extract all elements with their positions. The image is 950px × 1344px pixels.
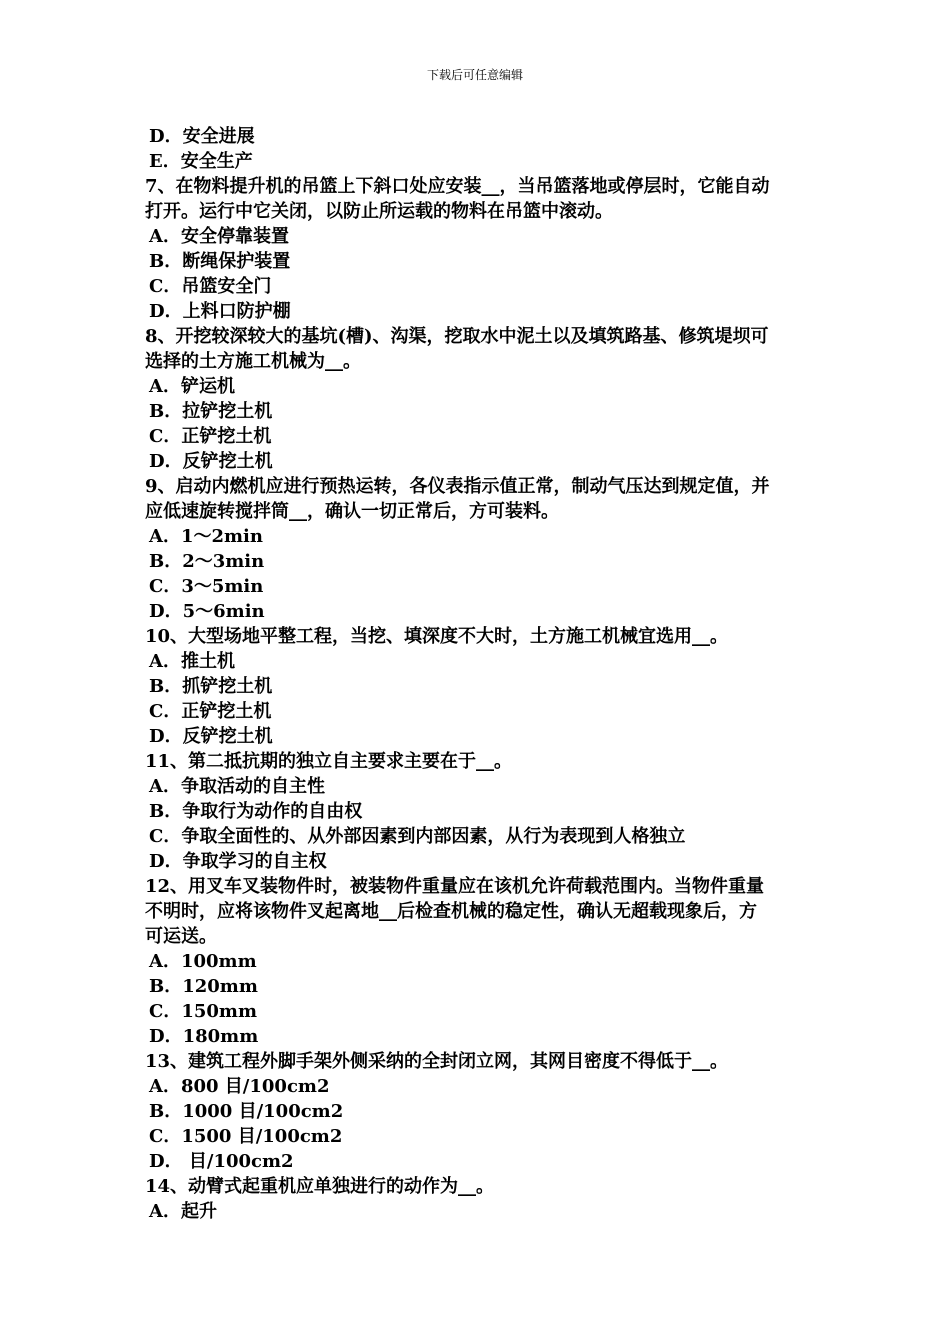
option-line: B．抓铲挖土机 (149, 676, 273, 697)
option-line: A．起升 (149, 1201, 217, 1222)
option-line: A．1～2min (149, 526, 263, 547)
question-line: 11、第二抵抗期的独立自主要求主要在于__。 (145, 751, 513, 772)
option-line: C．正铲挖土机 (149, 426, 272, 447)
option-line: C．吊篮安全门 (149, 276, 272, 297)
option-line: A．铲运机 (149, 376, 235, 397)
option-line: D．180mm (149, 1026, 259, 1047)
question-line: 不明时，应将该物件叉起离地__后检查机械的稳定性，确认无超载现象后，方 (145, 901, 757, 922)
option-line: D．反铲挖土机 (149, 451, 273, 472)
question-line: 12、用叉车叉装物件时，被装物件重量应在该机允许荷载范围内。当物件重量 (145, 876, 765, 897)
option-line: B．2～3min (149, 551, 265, 572)
question-line: 9、启动内燃机应进行预热运转，各仪表指示值正常，制动气压达到规定值，并 (145, 476, 770, 497)
option-line: B．120mm (149, 976, 258, 997)
question-line: 应低速旋转搅拌筒__，确认一切正常后，方可装料。 (145, 501, 559, 522)
question-line: 7、在物料提升机的吊篮上下斜口处应安装__，当吊篮落地或停层时，它能自动 (145, 176, 770, 197)
option-line: D．争取学习的自主权 (149, 851, 327, 872)
option-line: A．推土机 (149, 651, 235, 672)
document-body (145, 124, 810, 1224)
option-line: A．安全停靠装置 (149, 226, 289, 247)
option-line: C．争取全面性的、从外部因素到内部因素，从行为表现到人格独立 (149, 826, 686, 847)
option-line: D．安全进展 (149, 126, 255, 147)
option-line: A．争取活动的自主性 (149, 776, 325, 797)
option-line: C．正铲挖土机 (149, 701, 272, 722)
question-line: 10、大型场地平整工程，当挖、填深度不大时，土方施工机械宜选用__。 (145, 626, 729, 647)
page-header: 下载后可任意编辑 (426, 68, 523, 82)
question-line: 选择的土方施工机械为__。 (145, 351, 361, 372)
option-line: B．拉铲挖土机 (149, 401, 273, 422)
option-line: C．150mm (149, 1001, 257, 1022)
option-line: B．争取行为动作的自由权 (149, 801, 363, 822)
question-line: 可运送。 (145, 926, 217, 947)
question-line: 打开。运行中它关闭，以防止所运载的物料在吊篮中滚动。 (145, 201, 613, 222)
option-line: C．1500 目/100cm2 (149, 1126, 343, 1147)
option-line: A．100mm (149, 951, 257, 972)
option-line: C．3～5min (149, 576, 264, 597)
question-line: 13、建筑工程外脚手架外侧采纳的全封闭立网，其网目密度不得低于__。 (145, 1051, 729, 1072)
option-line: A．800 目/100cm2 (149, 1076, 330, 1097)
question-line: 8、开挖较深较大的基坑(槽)、沟渠，挖取水中泥土以及填筑路基、修筑堤坝可 (145, 326, 769, 347)
option-line: D．反铲挖土机 (149, 726, 273, 747)
option-line: D．上料口防护棚 (149, 301, 291, 322)
option-line: B．1000 目/100cm2 (149, 1101, 344, 1122)
question-line: 14、动臂式起重机应单独进行的动作为__。 (145, 1176, 495, 1197)
option-line: B．断绳保护装置 (149, 251, 291, 272)
option-line: E．安全生产 (149, 151, 253, 172)
option-line: D． 目/100cm2 (149, 1151, 294, 1172)
option-line: D．5～6min (149, 601, 265, 622)
